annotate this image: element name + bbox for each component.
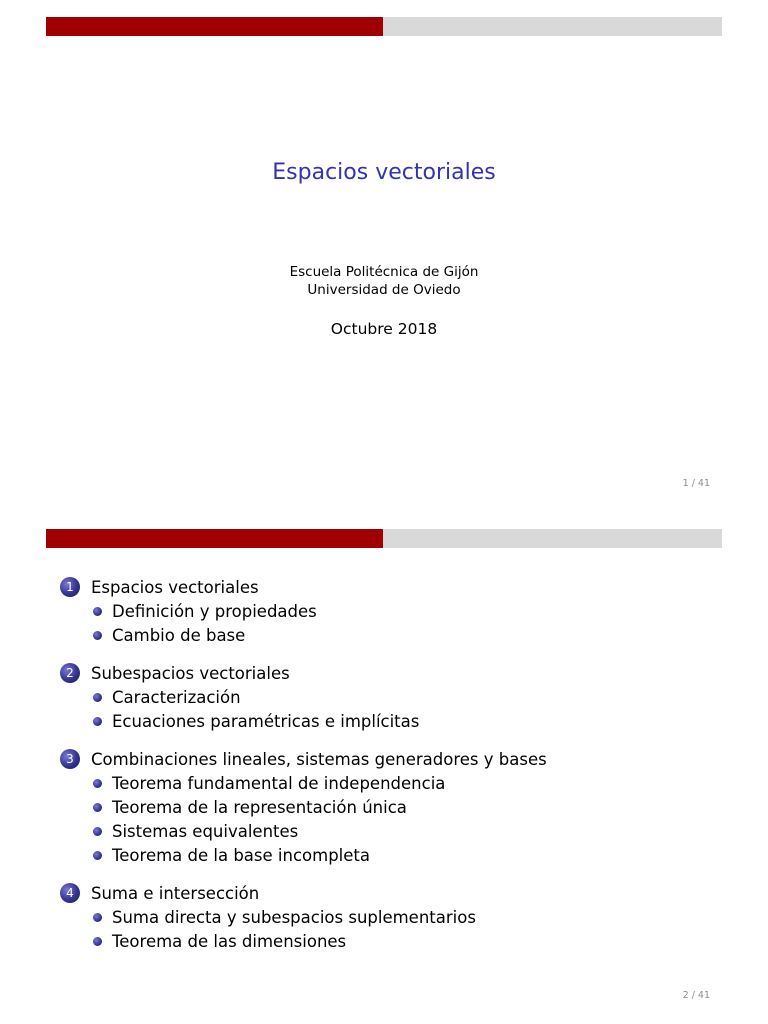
subsection-title[interactable]: Teorema de la base incompleta [112, 845, 370, 865]
presentation-date: Octubre 2018 [330, 320, 438, 338]
progress-bar-empty [383, 529, 722, 548]
header-progress-bar [46, 529, 722, 548]
bullet-icon [93, 851, 102, 860]
institution-line-1: Escuela Politécnica de Gijón [289, 264, 479, 280]
header-progress-bar [46, 17, 722, 36]
table-of-contents [60, 575, 547, 967]
page-number: 2 / 41 [682, 990, 710, 1001]
section-title[interactable]: Espacios vectoriales [91, 577, 259, 597]
subsection-title[interactable]: Ecuaciones paramétricas e implícitas [112, 711, 420, 731]
bullet-icon [93, 803, 102, 812]
section-number-icon: 2 [60, 663, 80, 683]
section-number-icon: 1 [60, 577, 80, 597]
subsection-title[interactable]: Suma directa y subespacios suplementarios [112, 907, 476, 927]
section-title[interactable]: Suma e intersección [91, 883, 260, 903]
subsection-title[interactable]: Sistemas equivalentes [112, 821, 299, 841]
section-number-icon: 3 [60, 749, 80, 769]
bullet-icon [93, 607, 102, 616]
bullet-icon [93, 779, 102, 788]
subsection-title[interactable]: Teorema fundamental de independencia [112, 773, 446, 793]
section-number-icon: 4 [60, 883, 80, 903]
toc-section-1 [60, 575, 547, 647]
section-title[interactable]: Combinaciones lineales, sistemas generadores y bases [91, 749, 547, 769]
bullet-icon [93, 827, 102, 836]
subsection-title[interactable]: Cambio de base [112, 625, 246, 645]
presentation-title: Espacios vectoriales [272, 160, 496, 185]
progress-bar-empty [383, 17, 722, 36]
toc-section-3 [60, 747, 547, 867]
bullet-icon [93, 937, 102, 946]
progress-bar-filled [46, 17, 383, 36]
subsection-title[interactable]: Caracterización [112, 687, 241, 707]
toc-section-2 [60, 661, 547, 733]
bullet-icon [93, 631, 102, 640]
bullet-icon [93, 913, 102, 922]
subsection-title[interactable]: Teorema de las dimensiones [112, 931, 347, 951]
institution [0, 263, 768, 299]
institution-line-2: Universidad de Oviedo [307, 282, 461, 298]
subsection-title[interactable]: Teorema de la representación única [112, 797, 407, 817]
toc-section-4 [60, 881, 547, 953]
progress-bar-filled [46, 529, 383, 548]
subsection-title[interactable]: Definición y propiedades [112, 601, 317, 621]
page-number: 1 / 41 [682, 478, 710, 489]
section-title[interactable]: Subespacios vectoriales [91, 663, 290, 683]
bullet-icon [93, 717, 102, 726]
bullet-icon [93, 693, 102, 702]
